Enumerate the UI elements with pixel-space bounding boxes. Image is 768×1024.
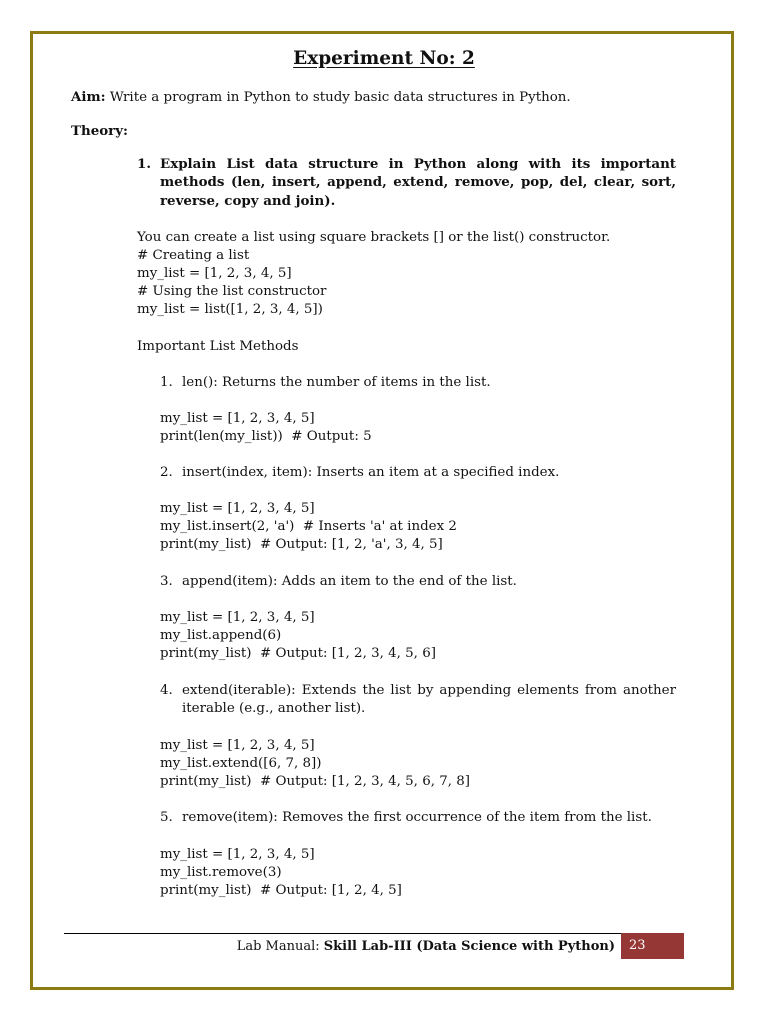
method-description: append(item): Adds an item to the end of the list. (182, 574, 517, 589)
code-line: my_list = [1, 2, 3, 4, 5] (160, 501, 315, 516)
theory-label: Theory: (71, 123, 128, 139)
question-text: Explain List data structure in Python along with its important methods (len, insert, append, extend, remove, pop, del, clear, sort, reverse, copy and join). (160, 156, 676, 209)
aim-line (71, 88, 571, 107)
footer-rule (64, 933, 621, 934)
code-line: my_list = [1, 2, 3, 4, 5] (160, 738, 315, 753)
intro-line: # Using the list constructor (137, 284, 327, 299)
page-title: Experiment No: 2 (293, 48, 475, 69)
code-line: my_list = [1, 2, 3, 4, 5] (160, 847, 315, 862)
method-number: 4. (160, 683, 173, 698)
intro-line: my_list = list([1, 2, 3, 4, 5]) (137, 302, 323, 317)
code-line: my_list.insert(2, 'a') # Inserts 'a' at index 2 (160, 519, 457, 534)
method-description: extend(iterable): Extends the list by appending elements from another iterable (e.g., another list). (182, 683, 676, 717)
code-line: print(my_list) # Output: [1, 2, 3, 4, 5, 6] (160, 646, 436, 661)
method-number: 5. (160, 810, 173, 825)
method-number: 3. (160, 574, 173, 589)
code-line: my_list.append(6) (160, 628, 282, 643)
methods-heading: Important List Methods (137, 339, 299, 354)
method-description: remove(item): Removes the first occurrence of the item from the list. (182, 810, 652, 825)
question-number: 1. (137, 156, 151, 172)
code-line: print(my_list) # Output: [1, 2, 'a', 3, 4, 5] (160, 537, 443, 552)
aim-text: Write a program in Python to study basic data structures in Python. (105, 90, 571, 105)
code-line: my_list = [1, 2, 3, 4, 5] (160, 610, 315, 625)
method-number: 1. (160, 375, 173, 390)
code-line: print(my_list) # Output: [1, 2, 3, 4, 5, 6, 7, 8] (160, 774, 470, 789)
method-description: insert(index, item): Inserts an item at a specified index. (182, 465, 560, 480)
method-description: len(): Returns the number of items in the list. (182, 375, 491, 390)
code-line: my_list.extend([6, 7, 8]) (160, 756, 322, 771)
intro-line: You can create a list using square brackets [] or the list() constructor. (137, 230, 611, 245)
code-line: my_list.remove(3) (160, 865, 282, 880)
footer-prefix: Lab Manual: (236, 939, 324, 954)
code-line: print(my_list) # Output: [1, 2, 4, 5] (160, 883, 402, 898)
code-line: my_list = [1, 2, 3, 4, 5] (160, 411, 315, 426)
footer-course: Skill Lab-III (Data Science with Python) (323, 939, 615, 954)
page-number: 23 (621, 933, 684, 959)
code-line: print(len(my_list)) # Output: 5 (160, 429, 372, 444)
footer (64, 938, 615, 956)
intro-line: my_list = [1, 2, 3, 4, 5] (137, 266, 292, 281)
intro-line: # Creating a list (137, 248, 250, 263)
aim-label: Aim: (71, 89, 106, 105)
method-number: 2. (160, 465, 173, 480)
